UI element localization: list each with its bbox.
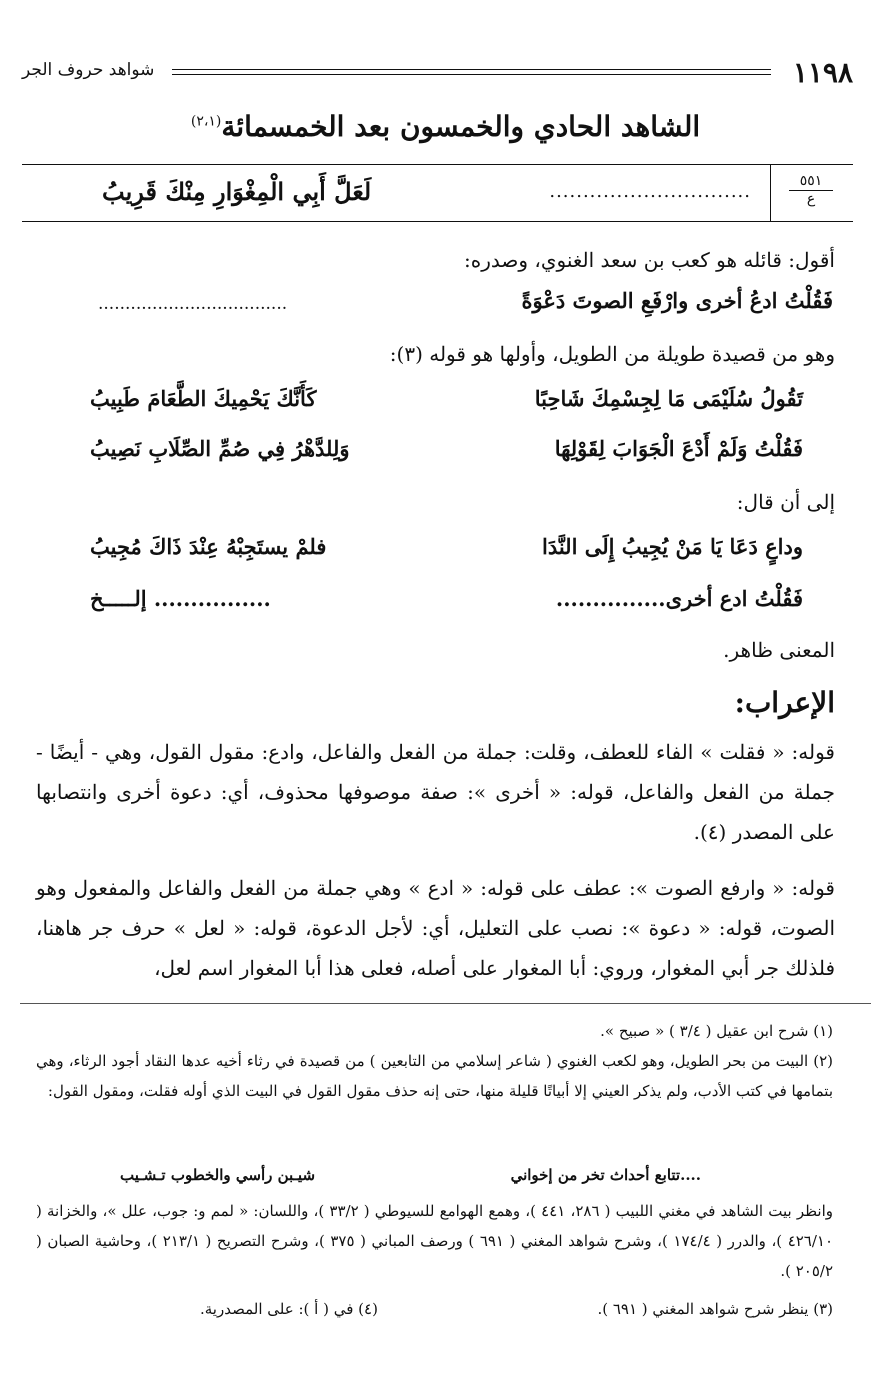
- header-double-rule: [172, 69, 771, 75]
- page-header: [22, 56, 853, 90]
- chapter-title-text: الشاهد الحادي والخمسون بعد الخمسمائة: [221, 110, 701, 143]
- verse-source-letter: ع: [806, 191, 816, 207]
- sadr-text: فَقُلْتُ ادعُ أخرى وارْفَعِ الصوتَ دَعْوَةً: [521, 288, 833, 313]
- poem2-line-2-second-hemistich: ................ إلـــــخ: [90, 586, 271, 611]
- verse-dots: ..............................: [549, 181, 751, 202]
- poem2-line-1-second-hemistich: فلمْ يستَجِبْهُ عِنْدَ ذَاكَ مُجِيبُ: [90, 534, 327, 559]
- footnote-2-verse-first: ....تتابع أحداث تخر من إخواني: [510, 1166, 701, 1184]
- witness-verse-text: لَعَلَّ أَبِي الْمِغْوَارِ مِنْكَ قَرِيبُ: [102, 177, 372, 206]
- irab-paragraph-2: قوله: « وارفع الصوت »: عطف على قوله: « ادع » وهي جملة من الفعل والفاعل والمفعول وهو الصوت، قوله: « دعوة »: نصب على التعليل، أي: لأجل الدعوة، قوله: « لعل » حرف جر هاهنا، فلذلك جر أبي المغوار، وروي: أبا المغوار على أصله، فعلى هذا أبا المغوار اسم لعل،: [36, 876, 835, 980]
- footnote-rule: [20, 1003, 871, 1004]
- running-title: شواهد حروف الجر: [22, 60, 155, 80]
- footnote-1: (١) شرح ابن عقيل ( ٣/٤ ) « صبيح ».: [600, 1022, 833, 1040]
- sadr-dots: ...................................: [98, 294, 288, 314]
- verse-label: [789, 173, 833, 208]
- poem2-line-2-first-hemistich: فَقُلْتُ ادع أخرى...............: [555, 586, 803, 611]
- footnote-2-verse-second: شيـبن رأسي والخطوب تـشـيب: [120, 1166, 316, 1184]
- footnote-3: (٣) ينظر شرح شواهد المغني ( ٦٩١ ).: [597, 1300, 833, 1318]
- poem-line-2-second-hemistich: وَلِلدَّهْرُ فِي صُمِّ الصِّلَابِ نَصِيبُ: [90, 436, 350, 461]
- poem-line-1-second-hemistich: كَأَنَّكَ يَحْمِيكَ الطَّعَامَ طَبِيبُ: [90, 386, 317, 411]
- poem-line-2-first-hemistich: فَقُلْتُ وَلَمْ أَدْعَ الْجَوَابَ لِقَوْلِهَا: [554, 436, 803, 461]
- witness-verse-box: [22, 164, 853, 222]
- irab-paragraph-1: قوله: « فقلت » الفاء للعطف، وقلت: جملة من الفعل والفاعل، وادع: مقول القول، وهي - أيضًا - جملة من الفعل والفاعل، قوله: « أخرى »: صفة موصوفها محذوف، أي: دعوة أخرى وانتصابها على المصدر (٤).: [36, 740, 835, 844]
- meaning-line: المعنى ظاهر.: [723, 638, 835, 662]
- chapter-title-footnote-ref: (٢،١): [190, 113, 222, 130]
- intro-line-1: أقول: قائله هو كعب بن سعد الغنوي، وصدره:: [464, 248, 835, 272]
- footnote-2: (٢) البيت من بحر الطويل، وهو لكعب الغنوي ( شاعر إسلامي من التابعين ) من قصيدة في رثاء أخيه عدها النقاد أجود الرثاء، وهي بتمامها في كتب الأدب، ولم يذكر العيني إلا أبياتًا قليلة منها، حتى إنه حذف مقول القول في البيت الذي أوله فقلت، ومقول القول:: [36, 1052, 833, 1100]
- poem-line-1-first-hemistich: تَقُولُ سُلَيْمَى مَا لِجِسْمِكَ شَاحِبًا: [534, 386, 803, 411]
- chapter-title: [0, 110, 891, 143]
- poem2-line-1-first-hemistich: وداعٍ دَعَا يَا مَنْ يُجِيبُ إِلَى النَّدَا: [541, 534, 803, 559]
- page-number: ١١٩٨: [792, 56, 853, 89]
- verse-box-divider: [770, 165, 771, 221]
- intro-line-2: وهو من قصيدة طويلة من الطويل، وأولها هو قوله (٣):: [389, 342, 835, 366]
- verse-number: ٥٥١: [789, 173, 833, 191]
- footnote-4: (٤) في ( أ ): على المصدرية.: [200, 1300, 378, 1318]
- footnote-2-continued: وانظر بيت الشاهد في مغني اللبيب ( ٢٨٦، ٤٤١ )، وهمع الهوامع للسيوطي ( ٣٣/٢ )، واللسان: « لمم و: جوب، علل »، والخزانة ( ٤٢٦/١٠ )، والدرر ( ١٧٤/٤ )، وشرح شواهد المغني ( ٦٩١ ) ورصف المباني ( ٣٧٥ )، وشرح التصريح ( ٢١٣/١ )، وحاشية الصبان ( ٢٠٥/٢ ).: [36, 1202, 834, 1280]
- irab-heading: الإعراب:: [734, 686, 835, 719]
- ila-an-qal: إلى أن قال:: [736, 490, 835, 514]
